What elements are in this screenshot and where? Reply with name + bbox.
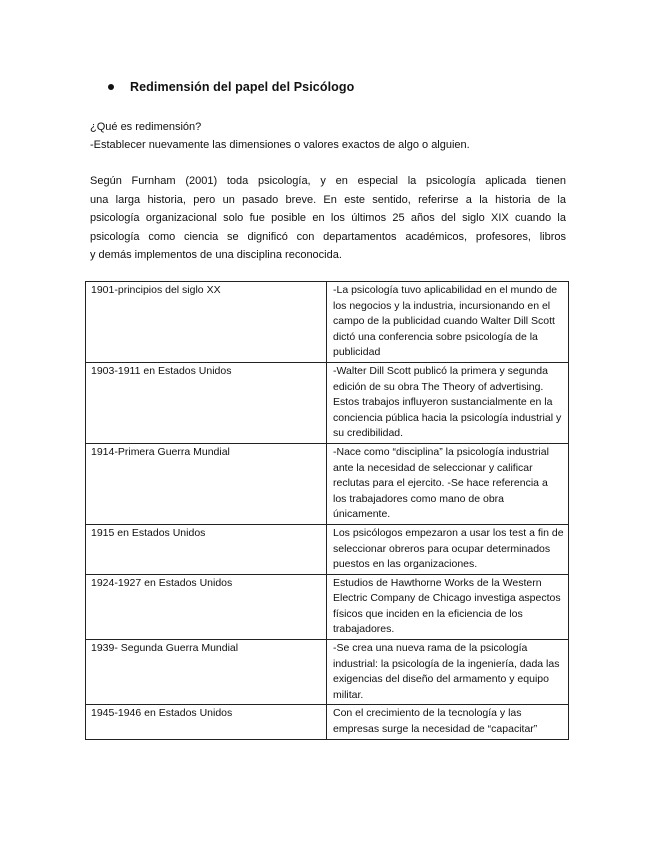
description-cell: -Walter Dill Scott publicó la primera y segunda edición de su obra The Theory of advertising. Estos trabajos influyeron sustancialmente en la conciencia pública hacia la psicología industrial y su credibilidad.: [327, 362, 569, 443]
definition-line: -Establecer nuevamente las dimensiones o valores exactos de algo o alguien.: [90, 139, 470, 151]
paragraph-line: psicología como ciencia se dignificó con departamentos académicos, profesores, libros: [90, 230, 566, 243]
description-cell: Con el crecimiento de la tecnología y las empresas surge la necesidad de “capacitar”: [327, 705, 569, 739]
intro-paragraph: [90, 172, 566, 265]
description-cell: -La psicología tuvo aplicabilidad en el mundo de los negocios y la industria, incursionando en el campo de la publicidad cuando Walter Dill Scott dictó una conferencia sobre psicología de la publicidad: [327, 282, 569, 363]
paragraph-line: una larga historia, pero un pasado breve. En este sentido, referirse a la historia de la: [90, 193, 566, 206]
table-row: [86, 282, 569, 363]
period-cell: 1939- Segunda Guerra Mundial: [86, 640, 327, 705]
table-row: [86, 640, 569, 705]
period-cell: 1903-1911 en Estados Unidos: [86, 362, 327, 443]
bullet-icon: [108, 84, 114, 90]
period-cell: 1924-1927 en Estados Unidos: [86, 574, 327, 639]
table-row: [86, 362, 569, 443]
period-cell: 1915 en Estados Unidos: [86, 524, 327, 574]
paragraph-line: Según Furnham (2001) toda psicología, y en especial la psicología aplicada tienen: [90, 175, 566, 187]
paragraph-line: y demás implementos de una disciplina reconocida.: [90, 249, 342, 261]
period-cell: 1901-principios del siglo XX: [86, 282, 327, 363]
description-cell: Los psicólogos empezaron a usar los test a fin de seleccionar obreros para ocupar determinados puestos en las organizaciones.: [327, 524, 569, 574]
period-cell: 1914-Primera Guerra Mundial: [86, 443, 327, 524]
section-heading: [108, 78, 354, 96]
description-cell: -Nace como “disciplina” la psicología industrial ante la necesidad de seleccionar y calificar reclutas para el ejercito. -Se hace referencia a los trabajadores como mano de obra únicamente.: [327, 443, 569, 524]
description-cell: Estudios de Hawthorne Works de la Western Electric Company de Chicago investiga aspectos físicos que inciden en la eficiencia de los trabajadores.: [327, 574, 569, 639]
table-row: [86, 443, 569, 524]
timeline-table: [85, 281, 569, 740]
table-row: [86, 705, 569, 739]
table-row: [86, 574, 569, 639]
description-cell: -Se crea una nueva rama de la psicología industrial: la psicología de la ingeniería, dada las exigencias del diseño del armamento y equipo militar.: [327, 640, 569, 705]
heading-text: Redimensión del papel del Psicólogo: [130, 80, 355, 94]
table-row: [86, 524, 569, 574]
paragraph-line: psicología organizacional solo fue posible en los últimos 25 años del siglo XIX cuando la: [90, 212, 566, 224]
question-line: ¿Qué es redimensión?: [90, 121, 202, 133]
period-cell: 1945-1946 en Estados Unidos: [86, 705, 327, 739]
